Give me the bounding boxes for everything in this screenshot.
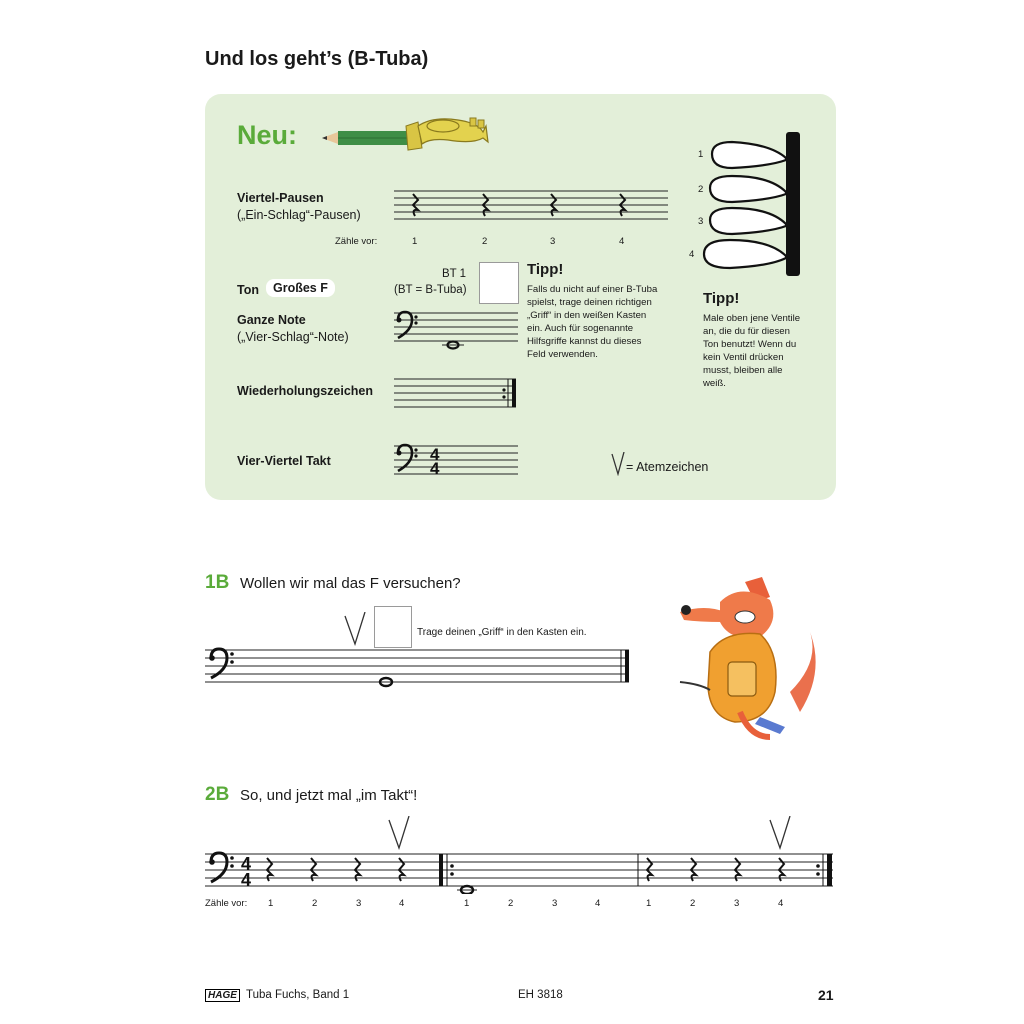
exercise1-hint: Trage deinen „Griff“ in den Kasten ein. — [417, 627, 587, 638]
ex2-count: 2 — [690, 898, 696, 909]
ex2-count: 2 — [508, 898, 514, 909]
fox-tuba-illustration — [650, 572, 830, 747]
valve-label-4: 4 — [689, 249, 695, 260]
exercise1-number: 1B — [205, 572, 230, 593]
svg-text:4: 4 — [430, 445, 440, 464]
breath-mark-icon — [342, 612, 368, 646]
pencil-trumpet-icon — [318, 108, 493, 158]
ganze-note-label: Ganze Note — [237, 313, 306, 327]
zaehle-vor-label: Zähle vor: — [335, 236, 378, 247]
valves-diagram[interactable] — [700, 130, 810, 278]
neu-heading: Neu: — [237, 120, 297, 150]
tipp1-heading: Tipp! — [527, 261, 564, 278]
breath-mark-icon — [386, 816, 412, 850]
ton-value-pill: Großes F — [266, 279, 335, 297]
svg-text:4: 4 — [241, 870, 252, 890]
svg-text:4: 4 — [241, 854, 252, 874]
ex2-count: 4 — [778, 898, 784, 909]
ex2-count: 1 — [464, 898, 470, 909]
tipp2-heading: Tipp! — [703, 290, 740, 307]
viertel-pausen-label: Viertel-Pausen — [237, 191, 324, 205]
exercise1-staff — [205, 644, 631, 690]
exercise1-title: Wollen wir mal das F versuchen? — [240, 575, 461, 592]
count-3: 3 — [550, 236, 556, 247]
page-title: Und los geht’s (B-Tuba) — [205, 48, 429, 70]
ex2-count: 1 — [268, 898, 274, 909]
publisher-logo: HAGE — [205, 989, 240, 1002]
page-number: 21 — [818, 987, 834, 1003]
ex2-count: 3 — [734, 898, 740, 909]
count-4: 4 — [619, 236, 625, 247]
ton-label: Ton — [237, 283, 259, 297]
svg-text:4: 4 — [430, 459, 440, 478]
ex2-count: 1 — [646, 898, 652, 909]
ganze-note-sub: („Vier-Schlag“-Note) — [237, 330, 349, 344]
takt-label: Vier-Viertel Takt — [237, 454, 331, 468]
exercise2-title: So, und jetzt mal „im Takt“! — [240, 787, 418, 804]
ex2-count: 2 — [312, 898, 318, 909]
viertel-pausen-sub: („Ein-Schlag“-Pausen) — [237, 208, 361, 222]
breath-mark-icon — [767, 816, 793, 850]
ex2-count: 4 — [595, 898, 601, 909]
atemzeichen-label: = Atemzeichen — [626, 460, 709, 474]
exercise2-staff — [205, 848, 835, 894]
footer-code: EH 3818 — [518, 989, 563, 1001]
ex2-count: 4 — [399, 898, 405, 909]
breath-mark-icon — [610, 452, 626, 476]
bt-note: (BT = B-Tuba) — [394, 284, 467, 296]
valve-label-1: 1 — [698, 149, 704, 160]
ex2-count: 3 — [356, 898, 362, 909]
valve-label-3: 3 — [698, 216, 704, 227]
griff-box[interactable] — [479, 262, 519, 304]
exercise2-number: 2B — [205, 784, 230, 805]
ex2-count: 3 — [552, 898, 558, 909]
staff-whole-note — [394, 308, 520, 352]
staff-time-signature — [394, 441, 520, 479]
count-1: 1 — [412, 236, 418, 247]
wiederholung-label: Wiederholungszeichen — [237, 384, 374, 398]
exercise2-zaehle-vor: Zähle vor: — [205, 898, 248, 909]
exercise1-griff-box[interactable] — [374, 606, 412, 648]
staff-repeat — [394, 374, 520, 412]
staff-rests — [394, 186, 670, 226]
footer-book-title: Tuba Fuchs, Band 1 — [246, 989, 350, 1001]
bt-label: BT 1 — [442, 268, 467, 280]
count-2: 2 — [482, 236, 488, 247]
tipp1-text: Falls du nicht auf einer B-Tuba spielst, trage deinen richtigen „Griff“ in den weißen Kasten ein. Auch für sogenannte Hilfsgriffe kannst du dieses Feld verwenden. — [527, 284, 658, 360]
valve-label-2: 2 — [698, 184, 704, 195]
tipp2-text: Male oben jene Ventile an, die du für diesen Ton benutzt! Wenn du kein Ventil drücken musst, bleiben alle weiß. — [703, 313, 801, 389]
